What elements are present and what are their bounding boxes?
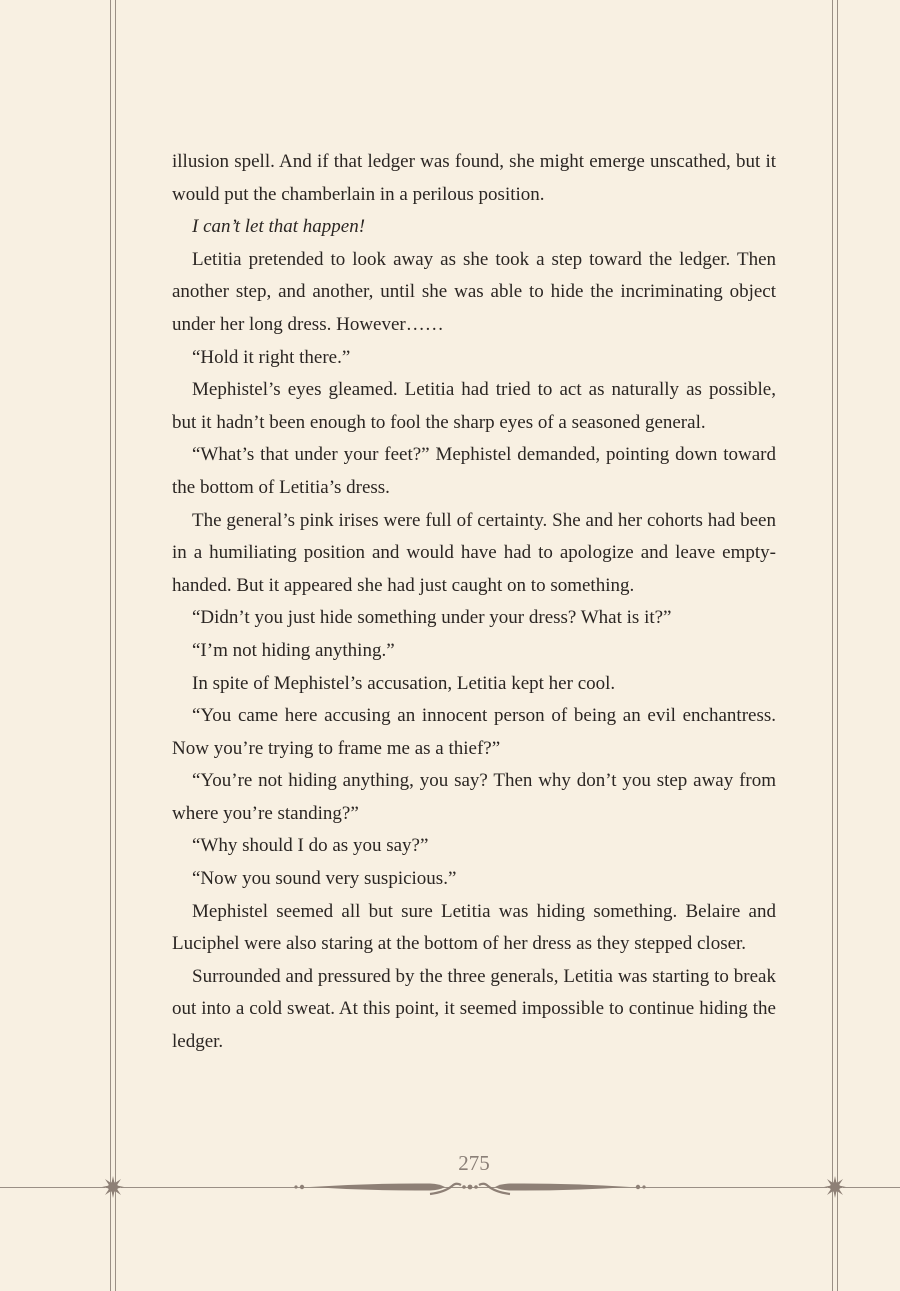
paragraph: “You’re not hiding anything, you say? Then why don’t you step away from where you’re standing?” [172,770,776,824]
left-border-outer [110,0,111,1291]
paragraph: “Why should I do as you say?” [192,835,429,857]
paragraph: “You came here accusing an innocent person of being an evil enchantress. Now you’re trying to frame me as a thief?” [172,705,776,759]
paragraph: I can’t let that happen! [192,216,366,238]
right-border-outer [837,0,838,1291]
paragraph: “Didn’t you just hide something under your dress? What is it?” [192,607,672,629]
scroll-flourish-icon [280,1172,660,1202]
paragraph: Mephistel seemed all but sure Letitia was hiding something. Belaire and Luciphel were also staring at the bottom of her dress as they stepped closer. [172,900,776,955]
footer-rule-left [0,1187,105,1188]
paragraph: In spite of Mephistel’s accusation, Letitia kept her cool. [192,672,616,694]
paragraph: “What’s that under your feet?” Mephistel demanded, pointing down toward the bottom of Letitia’s dress. [172,444,776,498]
paragraph: “I’m not hiding anything.” [192,639,395,661]
footer-rule-right [843,1187,900,1188]
left-border-inner [115,0,116,1291]
right-border-inner [832,0,833,1291]
paragraph: Surrounded and pressured by the three generals, Letitia was starting to break out into a cold sweat. At this point, it seemed impossible to continue hiding the ledger. [172,965,776,1053]
body-text [172,146,776,1059]
paragraph: “Now you sound very suspicious.” [192,868,457,890]
paragraph: Letitia pretended to look away as she took a step toward the ledger. Then another step, and another, until she was able to hide the incriminating object under her long dress. However…… [172,248,776,335]
star-burst-icon [101,1175,125,1199]
paragraph: illusion spell. And if that ledger was found, she might emerge unscathed, but it would put the chamberlain in a perilous position. [172,151,776,205]
page-number: 275 [458,1151,490,1175]
star-burst-icon [823,1175,847,1199]
paragraph: Mephistel’s eyes gleamed. Letitia had tried to act as naturally as possible, but it hadn’t been enough to fool the sharp eyes of a seasoned general. [172,379,776,433]
paragraph: “Hold it right there.” [192,346,351,368]
paragraph: The general’s pink irises were full of certainty. She and her cohorts had been in a humiliating position and would have had to apologize and leave empty-handed. But it appeared she had just caught on to something. [172,509,776,596]
